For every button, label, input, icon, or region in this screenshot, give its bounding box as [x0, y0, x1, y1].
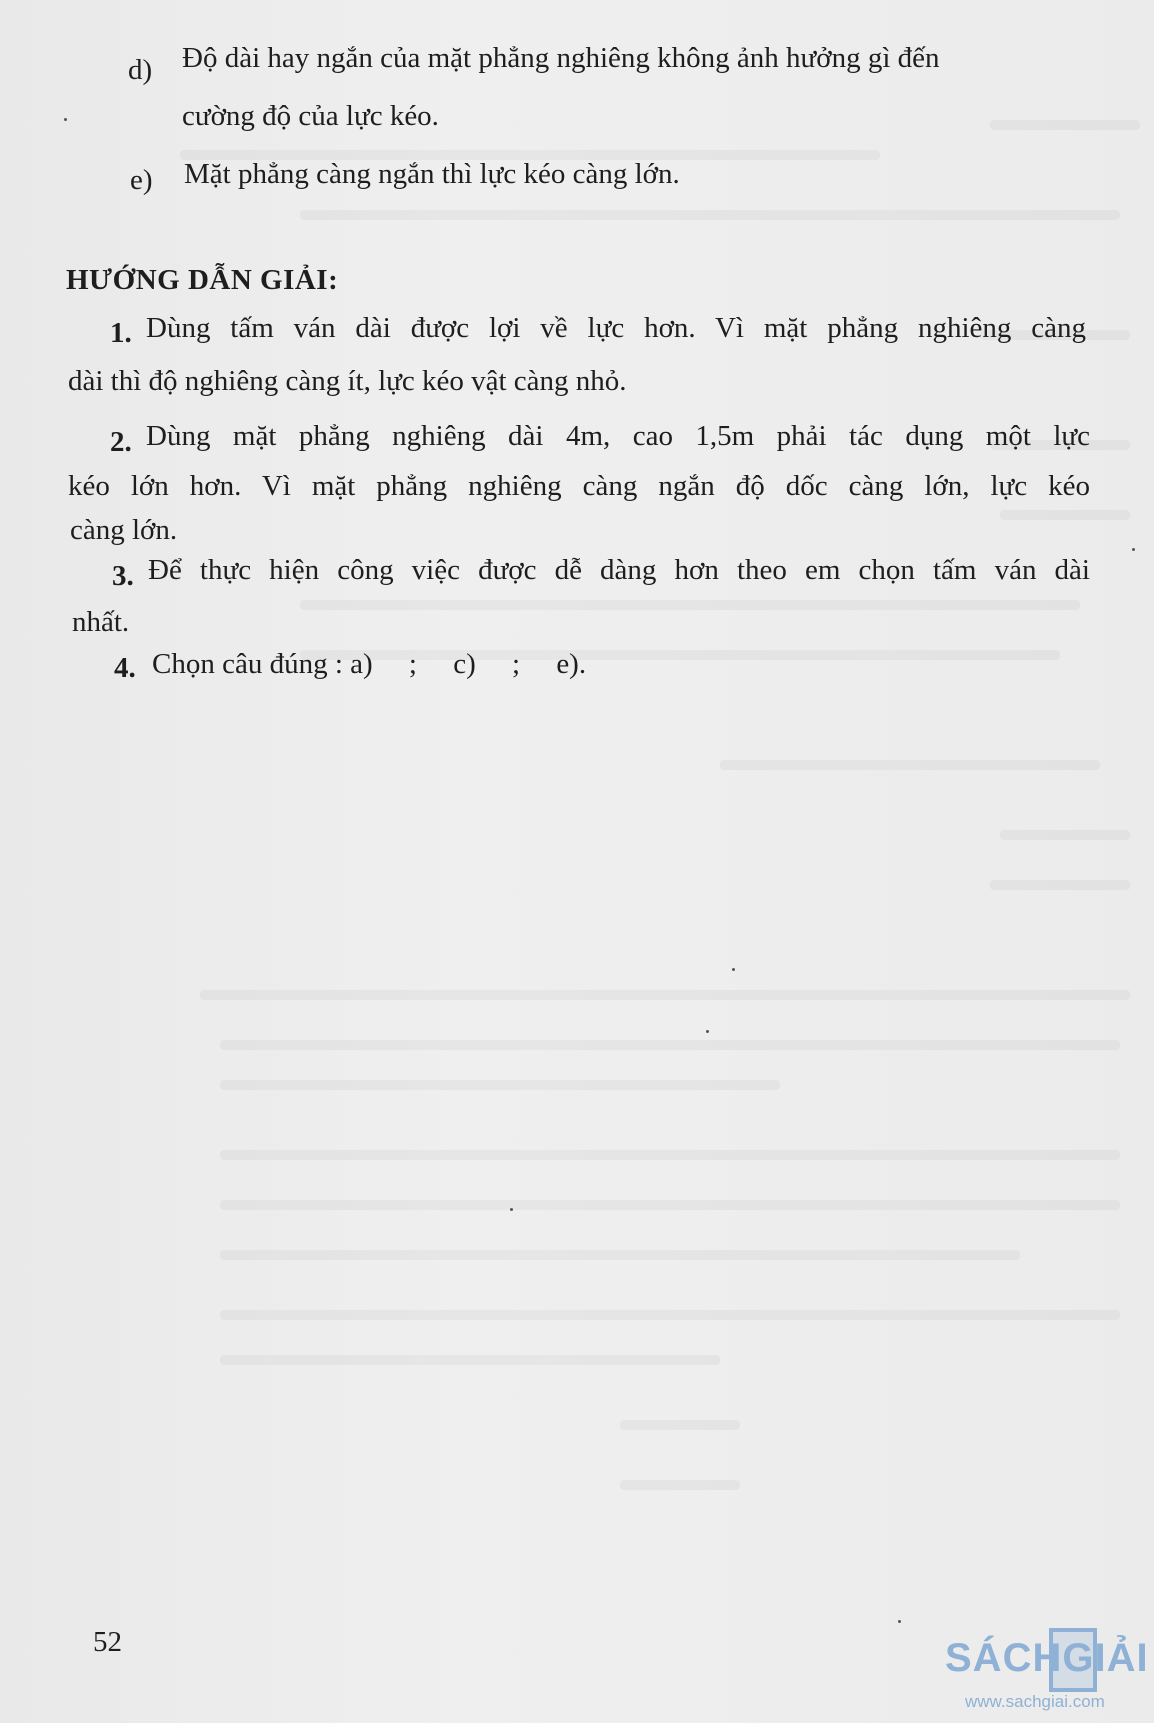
item1-number: 1.: [110, 317, 132, 349]
dust-speck: [732, 968, 735, 971]
dust-speck: [64, 118, 67, 121]
item4-text: Chọn câu đúng : a) ; c) ; e).: [152, 648, 587, 680]
dust-speck: [510, 1208, 513, 1211]
item1-text-line1: Dùng tấm ván dài được lợi về lực hơn. Vì mặt phẳng nghiêng càng: [146, 312, 1086, 344]
item2-number: 2.: [110, 426, 132, 458]
option-d-text-line2: cường độ của lực kéo.: [182, 100, 439, 132]
item2-text-line2: kéo lớn hơn. Vì mặt phẳng nghiêng càng ngắn độ dốc càng lớn, lực kéo: [68, 470, 1090, 502]
logo-url: www.sachgiai.com: [965, 1692, 1105, 1711]
option-d-text-line1: Độ dài hay ngắn của mặt phẳng nghiêng không ảnh hưởng gì đến: [182, 42, 940, 74]
logo-text: SÁCHGIẢI: [945, 1636, 1149, 1680]
dust-speck: [898, 1620, 901, 1623]
item4-number: 4.: [114, 652, 136, 684]
dust-speck: [1132, 548, 1135, 551]
item2-text-line1: Dùng mặt phẳng nghiêng dài 4m, cao 1,5m phải tác dụng một lực: [146, 420, 1090, 452]
item3-number: 3.: [112, 560, 134, 592]
sachgiai-logo: [945, 1618, 1150, 1718]
option-e-label: e): [130, 164, 153, 196]
option-e-text: Mặt phẳng càng ngắn thì lực kéo càng lớn.: [184, 158, 680, 190]
item1-text-line2: dài thì độ nghiêng càng ít, lực kéo vật càng nhỏ.: [68, 365, 627, 397]
solution-heading: HƯỚNG DẪN GIẢI:: [66, 264, 339, 296]
item2-text-line3: càng lớn.: [70, 514, 178, 546]
dust-speck: [706, 1030, 709, 1033]
option-d-label: d): [128, 54, 153, 86]
item3-text-line1: Để thực hiện công việc được dễ dàng hơn theo em chọn tấm ván dài: [148, 554, 1090, 586]
page-number: 52: [93, 1626, 122, 1658]
item3-text-line2: nhất.: [72, 606, 130, 638]
